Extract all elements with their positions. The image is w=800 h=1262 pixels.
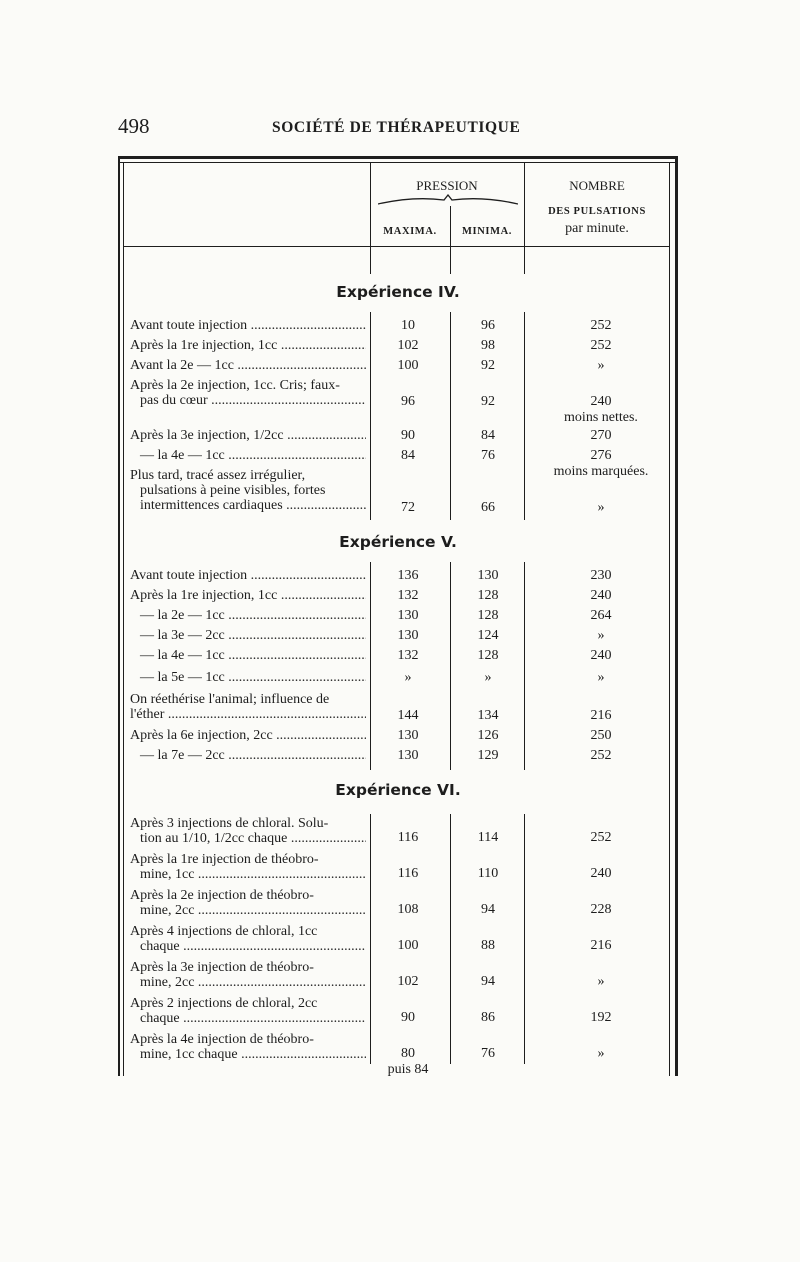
pulsations-value: 192 — [590, 1010, 612, 1025]
minima-value: 126 — [477, 728, 499, 743]
maxima-value: 130 — [397, 608, 419, 623]
row-label: — la 2e — 1cc ..... — [130, 608, 366, 623]
pression-brace — [378, 194, 518, 206]
minima-value: 92 — [481, 394, 495, 409]
pulsations-value: » — [597, 1046, 605, 1061]
maxima-value: 72 — [401, 500, 415, 515]
pulsations-note: moins marquées. — [553, 464, 649, 479]
maxima-value: 100 — [397, 938, 419, 953]
row-label-cont: chaque ..... — [130, 939, 366, 954]
maxima-value: 80 — [401, 1046, 415, 1061]
minima-value: 98 — [481, 338, 495, 353]
maxima-value: 130 — [397, 628, 419, 643]
maxima-value: 144 — [397, 708, 419, 723]
maxima-value: 102 — [397, 338, 419, 353]
row-label: Après 4 injections de chloral, 1cc — [130, 924, 318, 939]
pulsations-value: » — [597, 358, 605, 373]
pulsations-value: » — [597, 670, 605, 685]
maxima-value: 100 — [397, 358, 419, 373]
running-header — [0, 110, 800, 138]
row-label: — la 4e — 1cc ..... — [130, 648, 366, 663]
minima-value: 94 — [481, 974, 495, 989]
nombre-header: NOMBRE — [569, 178, 625, 193]
row-label-cont: l'éther ..... — [130, 707, 366, 722]
row-label: Avant la 2e — 1cc ..... — [130, 358, 366, 373]
maxima-value-extra: puis 84 — [387, 1062, 429, 1077]
row-label: Plus tard, tracé assez irrégulier, — [130, 468, 306, 483]
maxima-value: 130 — [397, 748, 419, 763]
pulsations-value: 276 — [590, 448, 612, 463]
minima-value: 124 — [477, 628, 499, 643]
data-table — [118, 152, 678, 1077]
exp5-title: Expérience V. — [339, 533, 457, 551]
minima-value: 129 — [477, 748, 499, 763]
minima-value: 92 — [481, 358, 495, 373]
col-sep-2-exp6 — [450, 814, 451, 1064]
minima-header: MINIMA. — [462, 226, 512, 237]
row-label: — la 4e — 1cc ..... — [130, 448, 366, 463]
row-label-cont: tion au 1/10, 1/2cc chaque ..... — [130, 831, 366, 846]
row-label-cont: pas du cœur ..... — [130, 393, 366, 408]
col-sep-3-exp5 — [524, 562, 525, 770]
row-label-cont: mine, 2cc ..... — [130, 975, 366, 990]
pulsations-value: » — [597, 500, 605, 515]
pulsations-value: 240 — [590, 394, 612, 409]
minima-value: 114 — [477, 830, 499, 845]
maxima-value: 116 — [397, 866, 419, 881]
minima-value: 84 — [481, 428, 495, 443]
row-label: Après la 4e injection de théobro- — [130, 1032, 314, 1047]
minima-value: 128 — [477, 648, 499, 663]
row-label: Après la 1re injection, 1cc ..... — [130, 338, 366, 353]
maxima-header: MAXIMA. — [383, 226, 437, 237]
maxima-value: 136 — [397, 568, 419, 583]
col-sep-3-exp4 — [524, 312, 525, 520]
des-pulsations-header: DES PULSATIONS — [548, 206, 646, 217]
maxima-value: » — [404, 670, 412, 685]
row-label: Après la 1re injection de théobro- — [130, 852, 319, 867]
maxima-value: 96 — [401, 394, 415, 409]
pulsations-value: 264 — [590, 608, 612, 623]
row-label: Avant toute injection ..... — [130, 318, 366, 333]
pulsations-value: 252 — [590, 830, 612, 845]
row-label: Avant toute injection ..... — [130, 568, 366, 583]
row-label-cont: mine, 2cc ..... — [130, 903, 366, 918]
col-sep-2-exp5 — [450, 562, 451, 770]
maxima-value: 116 — [397, 830, 419, 845]
col-sep-2 — [450, 206, 451, 274]
minima-value: 128 — [477, 608, 499, 623]
pression-header: PRESSION — [416, 178, 478, 193]
pulsations-value: 240 — [590, 648, 612, 663]
row-label: Après la 2e injection, 1cc. Cris; faux- — [130, 378, 340, 393]
maxima-value: 84 — [401, 448, 415, 463]
row-label: Après la 6e injection, 2cc ..... — [130, 728, 366, 743]
row-label-cont: mine, 1cc chaque ..... — [130, 1047, 366, 1062]
minima-value: 76 — [481, 1046, 495, 1061]
row-label: Après la 1re injection, 1cc ..... — [130, 588, 366, 603]
pulsations-value: 252 — [590, 748, 612, 763]
pulsations-value: 252 — [590, 338, 612, 353]
pulsations-value: » — [597, 628, 605, 643]
pulsations-value: 216 — [590, 708, 612, 723]
maxima-value: 108 — [397, 902, 419, 917]
pulsations-value: 252 — [590, 318, 612, 333]
row-label-cont: chaque ..... — [130, 1011, 366, 1026]
minima-value: 134 — [477, 708, 499, 723]
maxima-value: 90 — [401, 428, 415, 443]
minima-value: 94 — [481, 902, 495, 917]
row-label: Après la 2e injection de théobro- — [130, 888, 314, 903]
row-label-cont: intermittences cardiaques ..... — [130, 498, 366, 513]
minima-value: 76 — [481, 448, 495, 463]
minima-value: 66 — [481, 500, 495, 515]
row-label: — la 3e — 2cc ..... — [130, 628, 366, 643]
maxima-value: 130 — [397, 728, 419, 743]
table-top-rule-thin — [118, 162, 678, 163]
pulsations-value: 270 — [590, 428, 612, 443]
table-top-rule — [118, 156, 678, 159]
minima-value: 110 — [477, 866, 499, 881]
col-sep-3-exp6 — [524, 814, 525, 1064]
pulsations-value: 216 — [590, 938, 612, 953]
par-minute-header: par minute. — [565, 221, 629, 236]
maxima-value: 102 — [397, 974, 419, 989]
pulsations-value: 230 — [590, 568, 612, 583]
row-label: — la 7e — 2cc ..... — [130, 748, 366, 763]
row-label: — la 5e — 1cc ..... — [130, 670, 366, 685]
row-label-cont: pulsations à peine visibles, fortes — [140, 483, 326, 498]
row-label: Après la 3e injection, 1/2cc ..... — [130, 428, 366, 443]
minima-value: 86 — [481, 1010, 495, 1025]
exp6-title: Expérience VI. — [335, 781, 461, 799]
pulsations-value: » — [597, 974, 605, 989]
row-label-cont: mine, 1cc ..... — [130, 867, 366, 882]
running-title: SOCIÉTÉ DE THÉRAPEUTIQUE — [272, 119, 521, 136]
maxima-value: 90 — [401, 1010, 415, 1025]
pulsations-value: 240 — [590, 866, 612, 881]
pulsations-value: 250 — [590, 728, 612, 743]
row-label: On réethérise l'animal; influence de — [130, 692, 330, 707]
row-label: Après 2 injections de chloral, 2cc — [130, 996, 318, 1011]
pulsations-value: 228 — [590, 902, 612, 917]
minima-value: 130 — [477, 568, 499, 583]
header-bottom-rule — [124, 246, 670, 247]
row-label: Après la 3e injection de théobro- — [130, 960, 314, 975]
page-number: 498 — [118, 114, 150, 138]
col-sep-2-exp4 — [450, 312, 451, 520]
maxima-value: 132 — [397, 588, 419, 603]
row-label: Après 3 injections de chloral. Solu- — [130, 816, 329, 831]
minima-value: 96 — [481, 318, 495, 333]
minima-value: » — [484, 670, 492, 685]
minima-value: 88 — [481, 938, 495, 953]
exp4-title: Expérience IV. — [336, 283, 460, 301]
minima-value: 128 — [477, 588, 499, 603]
pulsations-note: moins nettes. — [564, 410, 638, 425]
pulsations-value: 240 — [590, 588, 612, 603]
maxima-value: 132 — [397, 648, 419, 663]
maxima-value: 10 — [401, 318, 415, 333]
